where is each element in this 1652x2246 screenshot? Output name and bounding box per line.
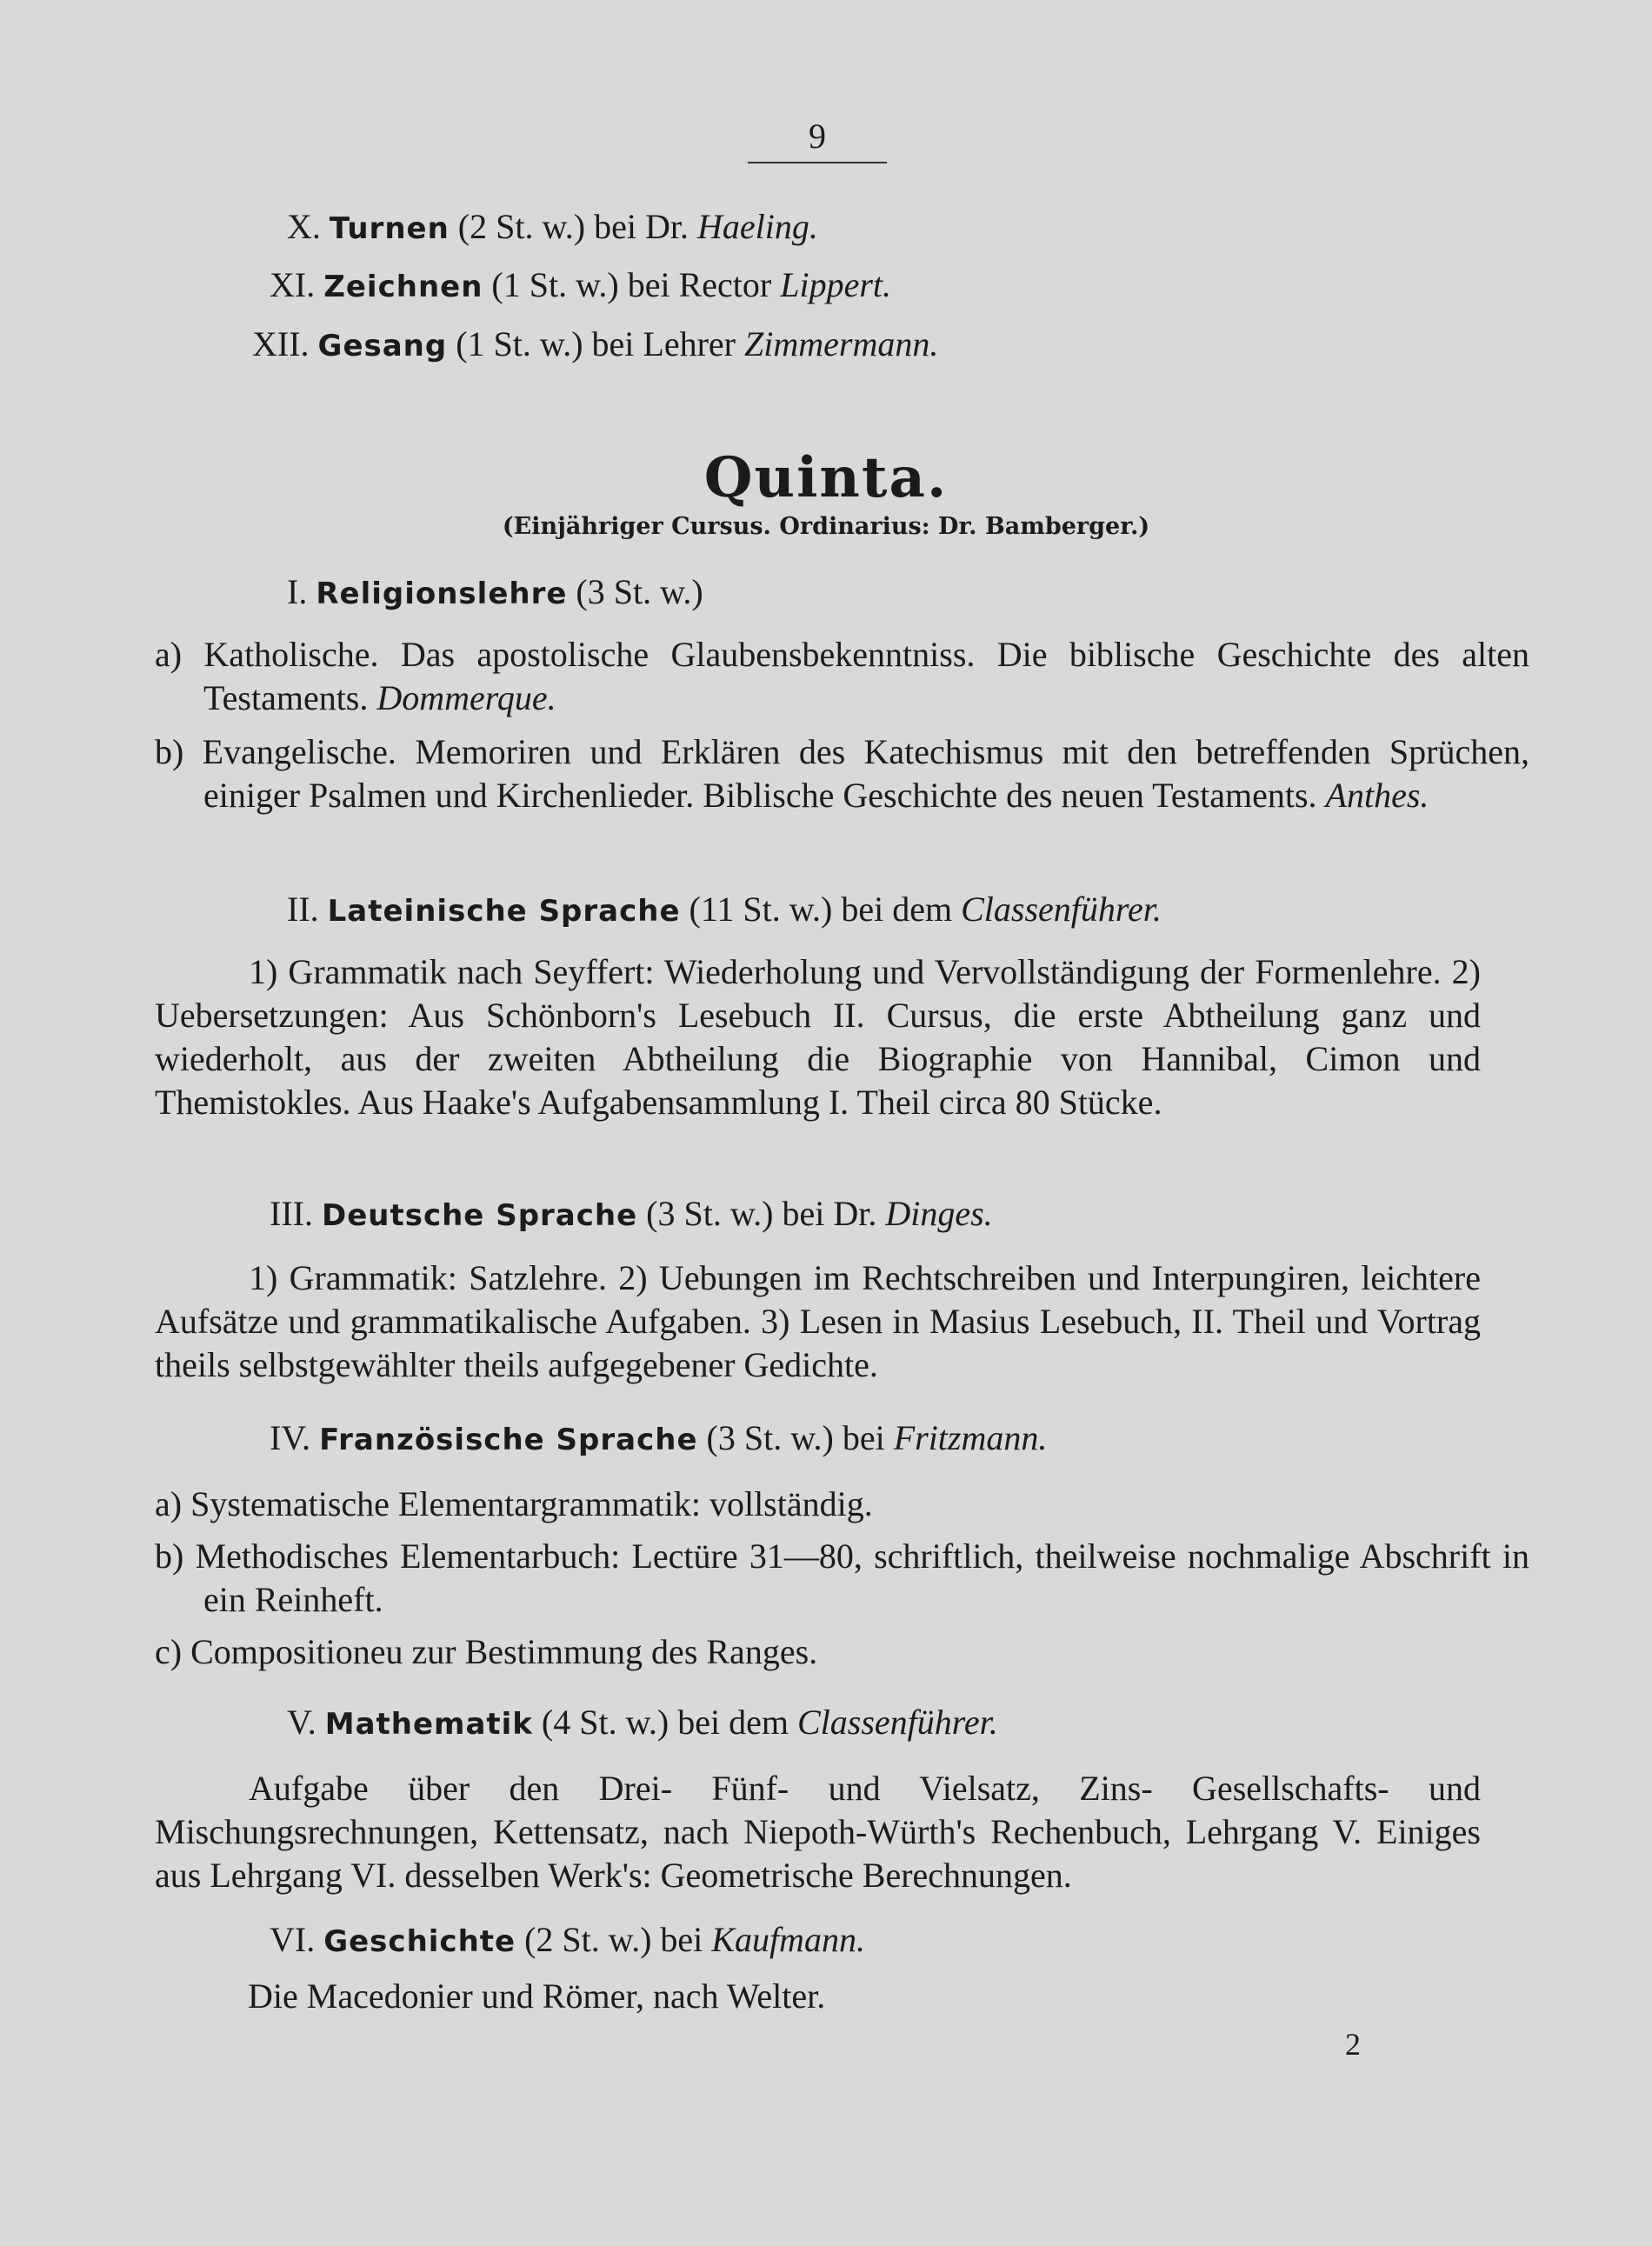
religion-a: a) Katholische. Das apostolische Glaubensbekenntniss. Die biblische Geschichte des alten Testaments. Dommerque. [155,635,1529,717]
section-title: Quinta. [703,445,949,510]
french-b: b) Methodisches Elementarbuch: Lectüre 31—80, schriftlich, theilweise nochmalige Abschrift in ein Reinheft. [155,1536,1529,1619]
subject-heading-religion: I. Religionslehre (3 St. w.) [287,572,703,611]
page-number: 9 [809,117,826,156]
subject-heading-latin: II. Lateinische Sprache (11 St. w.) bei dem Classenführer. [287,890,1162,929]
history-body: Die Macedonier und Römer, nach Welter. [248,1976,826,2016]
german-body: 1) Grammatik: Satzlehre. 2) Uebungen im Rechtschreiben und Interpungiren, leichtere Aufsätze und grammatikalische Aufgaben. 3) Lesen in Masius Lesebuch, II. Theil und Vortrag theils selbstgewählter theils aufgegebener Gedichte. [155,1258,1481,1384]
subject-heading-history: VI. Geschichte (2 St. w.) bei Kaufmann. [270,1920,865,1959]
subject-heading-french: IV. Französische Sprache (3 St. w.) bei Fritzmann. [270,1418,1048,1457]
prev-item-gesang: XII. Gesang (1 St. w.) bei Lehrer Zimmermann. [252,324,939,363]
subject-heading-german: III. Deutsche Sprache (3 St. w.) bei Dr. Dinges. [270,1194,993,1233]
signature-number: 2 [1345,2027,1361,2062]
section-subtitle: (Einjähriger Cursus. Ordinarius: Dr. Bamberger.) [502,513,1150,540]
page-number-rule [748,162,887,163]
religion-b: b) Evangelische. Memoriren und Erklären des Katechismus mit den betreffenden Sprüchen, einiger Psalmen und Kirchenlieder. Biblische Geschichte des neuen Testaments. Anthes. [155,732,1530,815]
subject-heading-math: V. Mathematik (4 St. w.) bei dem Classenführer. [287,1703,998,1742]
latin-body: 1) Grammatik nach Seyffert: Wiederholung und Vervollständigung der Formenlehre. 2) Uebersetzungen: Aus Schönborn's Lesebuch II. Cursus, die erste Abtheilung ganz und wiederholt, aus der zweiten Abtheilung die Biographie von Hannibal, Cimon und Themistokles. Aus Haake's Aufgabensammlung I. Theil circa 80 Stücke. [155,952,1481,1122]
math-body: Aufgabe über den Drei- Fünf- und Vielsatz, Zins- Gesellschafts- und Mischungsrechnungen, Kettensatz, nach Niepoth-Würth's Rechenbuch, Lehrgang V. Einiges aus Lehrgang VI. desselben Werk's: Geometrische Berechnungen. [155,1769,1481,1895]
prev-item-zeichnen: XI. Zeichnen (1 St. w.) bei Rector Lippert. [270,265,891,304]
french-a: a) Systematische Elementargrammatik: vollständig. [155,1484,873,1523]
prev-item-turnen: X. Turnen (2 St. w.) bei Dr. Haeling. [287,207,818,246]
french-c: c) Compositioneu zur Bestimmung des Ranges. [155,1632,818,1671]
